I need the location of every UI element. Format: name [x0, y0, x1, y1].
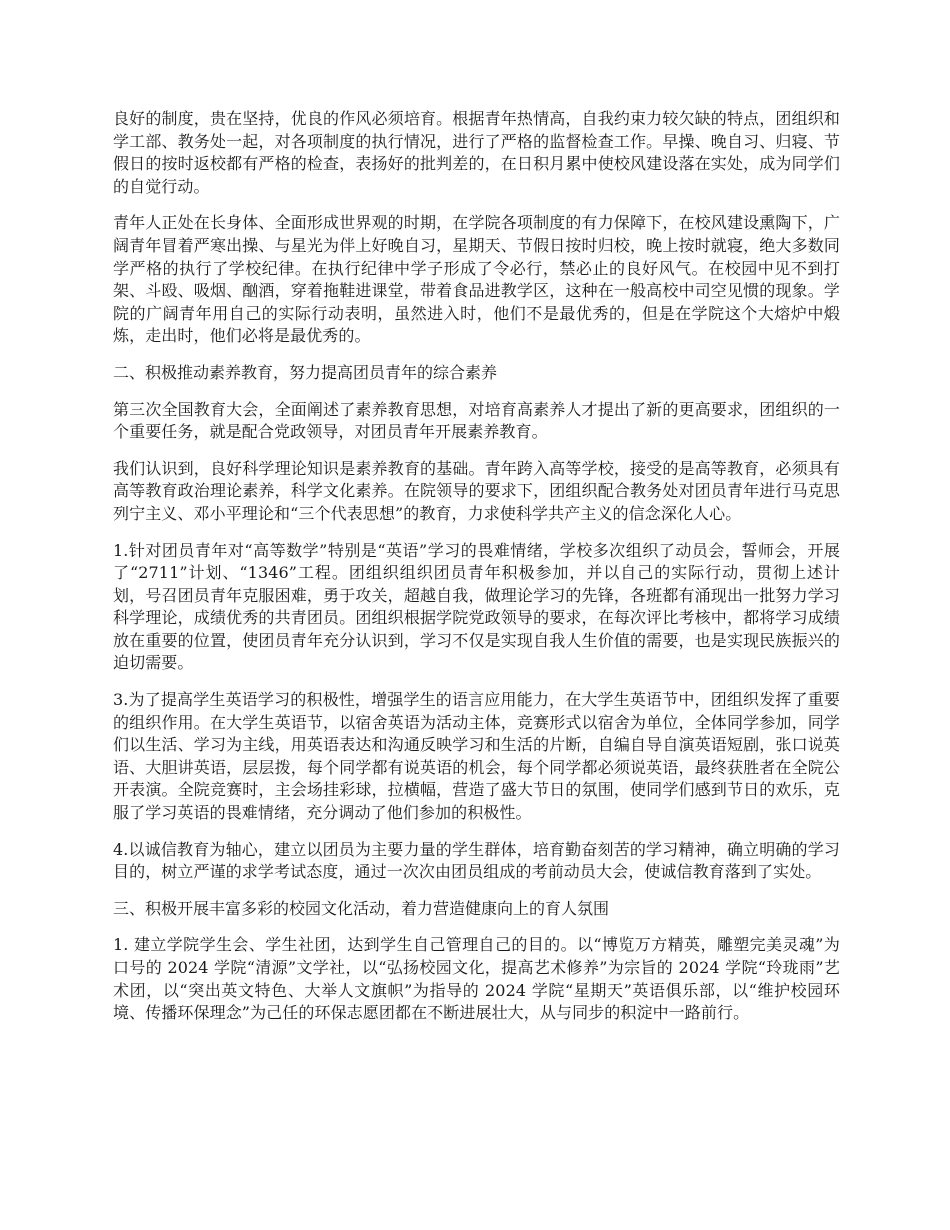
- paragraph-education-conference: 第三次全国教育大会，全面阐述了素养教育思想，对培育高素养人才提出了新的更高要求，团组织的一个重要任务，就是配合党政领导，对团员青年开展素养教育。: [113, 399, 840, 442]
- document-page: [113, 108, 840, 1039]
- section-heading-3: 三、积极开展丰富多彩的校园文化活动，着力营造健康向上的育人氛围: [113, 898, 610, 918]
- paragraph-item-3: 3.为了提高学生英语学习的积极性，增强学生的语言应用能力，在大学生英语节中，团组织发挥了重要的组织作用。在大学生英语节，以宿舍英语为活动主体，竞赛形式以宿舍为单位，全体同学参加，同学们以生活、学习为主线，用英语表达和沟通反映学习和生活的片断，自编自导自演英语短剧，张口说英语、大胆讲英语，层层拨，每个同学都有说英语的机会，每个同学都必须说英语，最终获胜者在全院公开表演。全院竞赛时，主会场挂彩球，拉横幅，营造了盛大节日的氛围，使同学们感到节日的欢乐，克服了学习英语的畏难情绪，充分调动了他们参加的积极性。: [113, 690, 840, 823]
- paragraph-item-4: 4.以诚信教育为轴心，建立以团员为主要力量的学生群体，培育勤奋刻苦的学习精神，确立明确的学习目的，树立严谨的求学考试态度，通过一次次由团员组成的考前动员大会，使诚信教育落到了实处。: [113, 839, 840, 882]
- section-heading-2: 二、积极推动素养教育，努力提高团员青年的综合素养: [113, 362, 498, 382]
- paragraph-discipline: 良好的制度，贵在坚持，优良的作风必须培育。根据青年热情高，自我约束力较欠缺的特点，团组织和学工部、教务处一起，对各项制度的执行情况，进行了严格的监督检查工作。早操、晚自习、归寝、节假日的按时返校都有严格的检查，表扬好的批判差的，在日积月累中使校风建设落在实处，成为同学们的自觉行动。: [113, 109, 840, 196]
- paragraph-item-1: 1.针对团员青年对“高等数学”特别是“英语”学习的畏难情绪，学校多次组织了动员会，誓师会，开展了“2711”计划、“1346”工程。团组织组织团员青年积极参加，并以自己的实际行动，贯彻上述计划，号召团员青年克服困难，勇于攻关，超越自我，做理论学习的先锋，各班都有涌现出一批努力学习科学理论，成绩优秀的共青团员。团组织根据学院党政领导的要求，在每次评比考核中，都将学习成绩放在重要的位置，使团员青年充分认识到，学习不仅是实现自我人生价值的需要，也是实现民族振兴的迫切需要。: [113, 540, 840, 673]
- paragraph-youth-growth: 青年人正处在长身体、全面形成世界观的时期，在学院各项制度的有力保障下，在校风建设熏陶下，广阔青年冒着严寒出操、与星光为伴上好晚自习，星期天、节假日按时归校，晚上按时就寝，绝大多数同学严格的执行了学校纪律。在执行纪律中学子形成了令必行，禁必止的良好风气。在校园中见不到打架、斗殴、吸烟、酗酒，穿着拖鞋进课堂，带着食品进教学区，这种在一般高校中司空见惯的现象。学院的广阔青年用自己的实际行动表明，虽然进入时，他们不是最优秀的，但是在学院这个大熔炉中煅炼，走出时，他们必将是最优秀的。: [113, 213, 840, 346]
- paragraph-theory-knowledge: 我们认识到，良好科学理论知识是素养教育的基础。青年跨入高等学校，接受的是高等教育，必须具有高等教育政治理论素养，科学文化素养。在院领导的要求下，团组织配合教务处对团员青年进行马克思列宁主义、邓小平理论和“三个代表思想”的教育，力求使科学共产主义的信念深化人心。: [113, 458, 840, 523]
- paragraph-student-union: 1. 建立学院学生会、学生社团，达到学生自己管理自己的目的。以“博览万方精英，雕塑完美灵魂”为口号的 2024 学院“清源”文学社，以“弘扬校园文化，提高艺术修养”为宗旨的 2024 学院“玲珑雨”艺术团，以“突出英文特色、大举人文旗帜”为指导的 2024 学院“星期天”英语俱乐部，以“维护校园环境、传播环保理念”为己任的环保志愿团都在不断进展壮大，从与同步的积淀中一路前行。: [113, 935, 840, 1023]
